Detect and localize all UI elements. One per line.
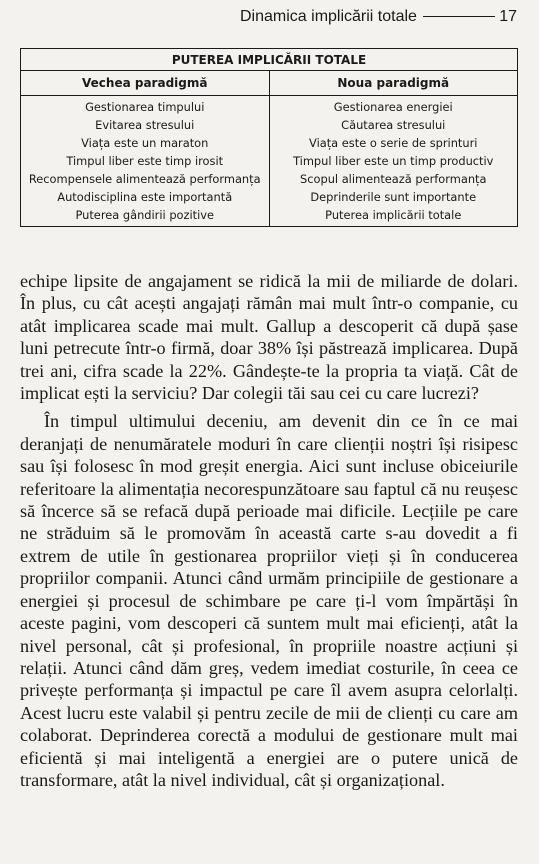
old-paradigm-column: [21, 71, 270, 226]
table-cell: Timpul liber este un timp productiv: [293, 154, 494, 168]
header-rule: [423, 16, 495, 17]
page-number: 17: [499, 8, 517, 25]
table-cell: Puterea implicării totale: [325, 208, 462, 222]
table-cell: Deprinderile sunt importante: [310, 190, 477, 204]
new-paradigm-column: [270, 71, 518, 226]
table-cell: Viața este o serie de sprinturi: [309, 136, 478, 150]
table-cell: Scopul alimentează performanța: [300, 172, 487, 186]
running-title: Dinamica implicării totale: [240, 8, 417, 25]
table-cell: Gestionarea timpului: [85, 100, 205, 114]
table-title: PUTEREA IMPLICĂRII TOTALE: [21, 49, 517, 71]
paragraph: În timpul ultimului deceniu, am devenit din ce în ce mai deranjați de nenumăratele moduri în care clienții noștri își risipesc sau își folosesc în mod greșit energia. Aici sunt incluse obiceiurile referitoare la alimentația necorespunzătoare sau faptul că nu reușesc să încerce să se refacă după perioade mai dificile. Lecțiile pe care ne străduim să le promovăm în această carte s-au dovedit a fi extrem de utile în gestionarea propriilor vieți și în conducerea propriilor companii. Atunci când urmăm principiile de gestionare a energiei și procesul de schimbare pe care ți-l vom împărtăși în aceste pagini, vom descoperi că suntem mult mai eficienți, atât la nivel personal, cât și profesional, în propriile noastre acțiuni și relații. Atunci când dăm greș, vedem imediat costurile, în ceea ce privește performanța și impactul pe care îl avem asupra celorlalți. Acest lucru este valabil și pentru zecile de mii de clienți cu care am colaborat. Deprinderea corectă a modului de gestionare mult mai eficientă și mai inteligentă a energiei are o putere unică de transformare, atât la nivel individual, cât și organizațional.: [20, 411, 518, 790]
paradigm-table: [20, 48, 518, 227]
new-paradigm-heading: Noua paradigmă: [270, 71, 518, 96]
table-cell: Recompensele alimentează performanța: [28, 172, 261, 186]
table-cell: Autodisciplina este importantă: [57, 190, 233, 204]
table-columns: [21, 71, 517, 226]
table-cell: Puterea gândirii pozitive: [75, 208, 215, 222]
running-header: [240, 8, 517, 26]
new-paradigm-list: [270, 96, 518, 226]
table-cell: Gestionarea energiei: [333, 100, 453, 114]
table-cell: Timpul liber este timp irosit: [66, 154, 224, 168]
table-cell: Viața este un maraton: [81, 136, 209, 150]
table-cell: Căutarea stresului: [341, 118, 446, 132]
old-paradigm-heading: Vechea paradigmă: [21, 71, 269, 96]
table-cell: Evitarea stresului: [95, 118, 195, 132]
body-text: [20, 270, 518, 791]
old-paradigm-list: [21, 96, 269, 226]
paragraph: echipe lipsite de angajament se ridică la mii de miliarde de dolari. În plus, cu cât acești angajați rămân mai mult într-o companie, cu atât implicarea scade mai mult. Gallup a descoperit că după șase luni petrecute într-o firmă, doar 38% își păstrează implicarea. După trei ani, cifra scade la 22%. Gândește-te la propria ta viață. Cât de implicat ești la serviciu? Dar colegii tăi sau cei cu care lucrezi?: [20, 271, 518, 404]
